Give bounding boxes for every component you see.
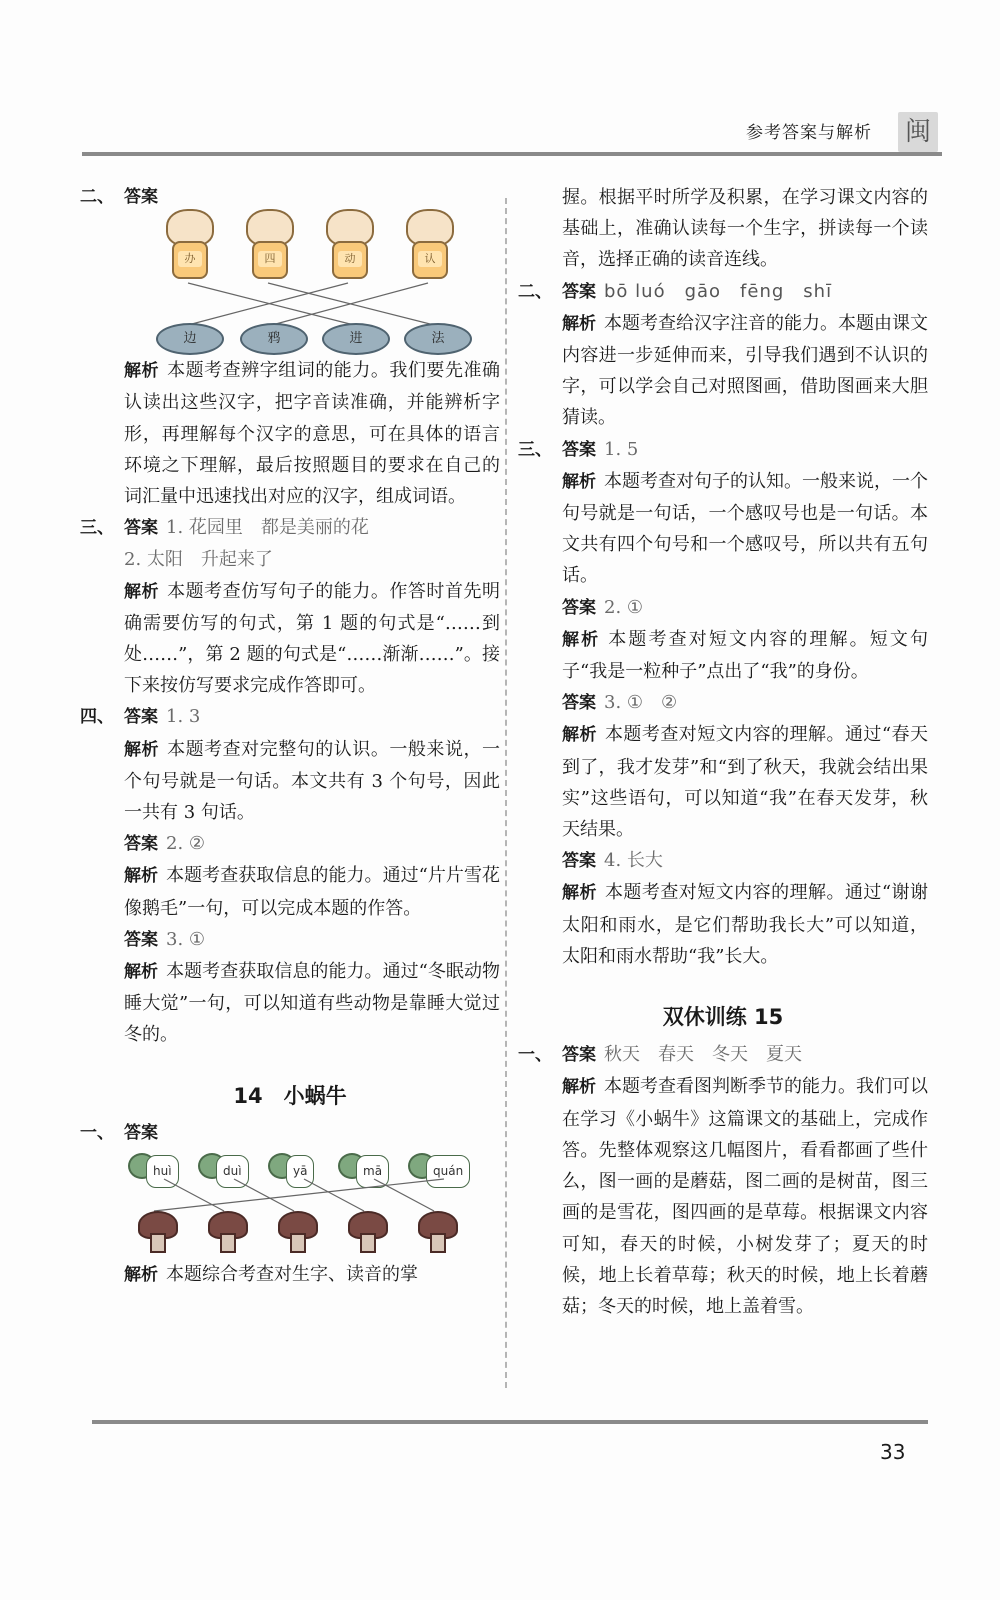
answer-label: 答案 <box>124 707 158 728</box>
mushroom-figure <box>278 1211 314 1251</box>
answer-label: 答案 <box>562 693 596 714</box>
q3-answer-4 <box>562 845 928 877</box>
answer-text: 1. 5 <box>604 438 639 460</box>
footer-rule <box>92 1420 928 1424</box>
analysis-label: 解析 <box>562 629 601 650</box>
cat-character: 四 <box>258 251 282 267</box>
fish-figure: 进 <box>322 323 390 355</box>
analysis-text: 本题考查获取信息的能力。通过“冬眠动物睡大觉”一句，可以知道有些动物是靠睡大觉过冬的。 <box>124 961 501 1046</box>
answer-text: 2. ② <box>166 833 206 855</box>
answer-label: 答案 <box>562 439 596 460</box>
analysis-text: 本题综合考查对生字、读音的掌 <box>166 1264 418 1286</box>
analysis-label: 解析 <box>124 739 160 760</box>
lesson14-analysis <box>124 1259 500 1291</box>
analysis-label: 解析 <box>124 962 159 983</box>
analysis-label: 解析 <box>124 1265 158 1286</box>
q2-analysis <box>124 355 500 512</box>
q4-answer-3 <box>124 924 500 956</box>
analysis-label: 解析 <box>124 866 159 887</box>
q3-answer-row <box>518 434 928 466</box>
answer-text: 3. ① <box>166 928 206 950</box>
weekend15-analysis <box>562 1071 928 1322</box>
analysis-text: 本题考查对短文内容的理解。短文句子“我是一粒种子”点出了“我”的身份。 <box>562 628 929 683</box>
mushroom-figure <box>208 1211 244 1251</box>
analysis-label: 解析 <box>124 361 160 382</box>
q3-analysis-4 <box>562 877 928 972</box>
q3-analysis <box>124 576 500 702</box>
answer-label: 答案 <box>124 1122 158 1143</box>
q3-answer-row <box>80 512 500 544</box>
snail-pinyin: yā <box>286 1155 314 1188</box>
answer-label: 答案 <box>562 281 596 302</box>
q4-number: 四、 <box>80 707 114 728</box>
q4-analysis-3 <box>124 956 500 1051</box>
analysis-text: 本题考查获取信息的能力。通过“片片雪花像鹅毛”一句，可以完成本题的作答。 <box>124 865 501 919</box>
province-badge: 闽 <box>898 112 938 152</box>
fish-figure: 边 <box>156 323 224 355</box>
analysis-text: 本题考查对完整句的认识。一般来说，一个句号就是一句话。本文共有 3 个句号，因此一共有 3 句话。 <box>124 738 501 824</box>
analysis-text: 本题考查仿写句子的能力。作答时首先明确需要仿写的句式，第 1 题的句式是“……到处……”，第 2 题的句式是“……渐渐……”。接下来按仿写要求完成作答即可。 <box>124 580 501 697</box>
weekend15-q1-row <box>518 1039 928 1071</box>
answer-text: 4. 长大 <box>604 850 663 872</box>
answer-text: 2. 太阳 升起来了 <box>124 549 273 571</box>
header-rule <box>82 152 942 156</box>
mushroom-figure <box>348 1211 384 1251</box>
answer-text: bō luó gāo fēng shī <box>604 280 833 302</box>
analysis-text: 本题考查对短文内容的理解。通过“春天到了，我才发芽”和“到了秋天，我就会结出果实”这些语句，可以知道“我”在春天发芽，秋天结果。 <box>562 724 929 841</box>
lesson14-q1-row <box>80 1118 500 1149</box>
cat-fish-matching-figure <box>124 213 500 347</box>
analysis-text: 本题考查辨字组词的能力。我们要先准确认读出这些汉字，把字音读准确，并能辨析字形，再理解每个汉字的意思，可在具体的语言环境之下理解，最后按照题目的要求在自己的词汇量中迅速找出对应的汉字，组成词语。 <box>124 360 501 508</box>
answer-text: 1. 花园里 都是美丽的花 <box>166 517 369 539</box>
lesson-title: 14 小蜗牛 <box>233 1083 347 1108</box>
header-title: 参考答案与解析 <box>746 123 872 143</box>
snail-pinyin: quán <box>426 1155 470 1188</box>
analysis-label: 解析 <box>562 883 597 904</box>
fish-figure: 法 <box>404 323 472 355</box>
analysis-label: 解析 <box>562 1077 596 1098</box>
matching-lines <box>124 213 484 333</box>
answer-text: 3. ① ② <box>604 692 678 714</box>
answer-label: 答案 <box>562 851 596 872</box>
continued-analysis: 握。根据平时所学及积累，在学习课文内容的基础上，准确认读每一个生字，拼读每一个读音，选择正确的读音连线。 <box>562 187 928 271</box>
answer-text: 秋天 春天 冬天 夏天 <box>604 1044 802 1066</box>
cat-character: 认 <box>418 251 442 267</box>
answer-label: 答案 <box>124 834 158 855</box>
analysis-label: 解析 <box>124 581 160 602</box>
answer-text: 1. 3 <box>166 706 201 728</box>
snail-pinyin: duì <box>216 1155 249 1188</box>
analysis-text: 本题考查对句子的认知。一般来说，一个句号就是一句话，一个感叹号也是一句话。本文共有四个句号和一个感叹号，所以共有五句话。 <box>562 470 928 587</box>
analysis-text: 本题考查看图判断季节的能力。我们可以在学习《小蜗牛》这篇课文的基础上，完成作答。先整体观察这几幅图片，看看都画了些什么，图一画的是蘑菇，图二画的是树苗，图三画的是雪花，图四画的是草莓。根据课文内容可知，春天的时候，小树发芽了；夏天的时候，地上长着草莓；秋天的时候，地上长着蘑菇；冬天的时候，地上盖着雪。 <box>562 1076 928 1317</box>
q3-analysis-3 <box>562 719 928 845</box>
q1-number: 一、 <box>518 1045 552 1066</box>
weekend-training-title: 双休训练 15 <box>662 1005 784 1030</box>
q3-number: 三、 <box>518 439 552 460</box>
q2-number: 二、 <box>518 281 552 302</box>
answer-label: 答案 <box>124 929 158 950</box>
snail-pinyin: huì <box>146 1155 179 1188</box>
analysis-text: 本题考查给汉字注音的能力。本题由课文内容进一步延伸而来，引导我们遇到不认识的字，可以学会自己对照图画，借助图画来大胆猜读。 <box>562 312 928 429</box>
analysis-label: 解析 <box>562 471 596 492</box>
cat-character: 办 <box>178 251 202 267</box>
q3-analysis-1 <box>562 466 928 592</box>
left-column <box>80 182 500 1291</box>
q3-answer-2 <box>562 592 928 624</box>
analysis-label: 解析 <box>562 725 597 746</box>
mushroom-figure <box>138 1211 174 1251</box>
answer-label: 答案 <box>562 597 596 618</box>
q4-answer-row <box>80 701 500 733</box>
analysis-text: 本题考查对短文内容的理解。通过“谢谢太阳和雨水，是它们帮助我长大”可以知道，太阳和雨水帮助“我”长大。 <box>562 882 929 967</box>
answer-label: 答案 <box>124 518 158 539</box>
snail-mushroom-matching-figure <box>124 1149 500 1259</box>
q4-analysis-2 <box>124 860 500 923</box>
q2-number: 二、 <box>80 187 114 207</box>
q3-analysis-2 <box>562 624 928 687</box>
q4-analysis-1 <box>124 734 500 829</box>
answer-label: 答案 <box>124 187 158 207</box>
right-column <box>518 182 928 1322</box>
fish-figure: 鸦 <box>240 323 308 355</box>
q3-answer-3 <box>562 687 928 719</box>
q2-analysis <box>562 308 928 434</box>
answer-label: 答案 <box>562 1045 596 1066</box>
matching-lines <box>124 1149 484 1219</box>
q3-number: 三、 <box>80 518 114 539</box>
cat-character: 动 <box>338 251 362 267</box>
q4-answer-2 <box>124 828 500 860</box>
snail-pinyin: mā <box>356 1155 389 1188</box>
column-divider <box>505 198 507 1388</box>
analysis-label: 解析 <box>562 313 596 334</box>
mushroom-figure <box>418 1211 454 1251</box>
q1-number: 一、 <box>80 1122 114 1143</box>
q2-answer-row <box>518 276 928 308</box>
page-number: 33 <box>880 1440 906 1464</box>
answer-text: 2. ① <box>604 596 644 618</box>
